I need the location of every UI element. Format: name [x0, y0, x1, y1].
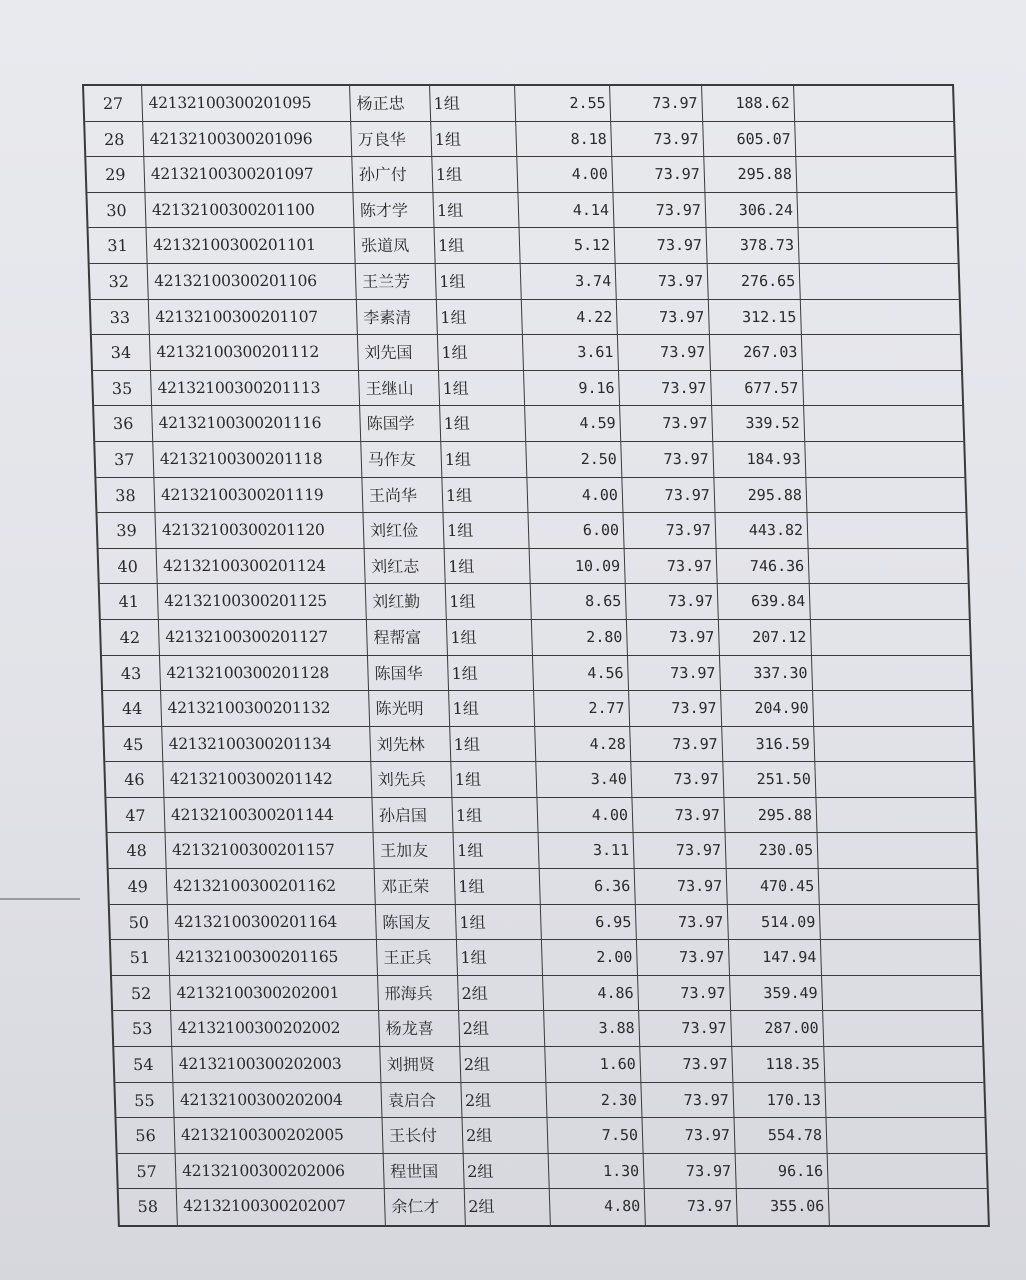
table-row: [101, 620, 970, 656]
group-name: 1组: [456, 905, 542, 940]
amount-value: 443.82: [715, 513, 808, 548]
household-name: 刘红俭: [363, 513, 444, 548]
group-name: 1组: [446, 584, 532, 619]
amount-value: 276.65: [708, 264, 801, 299]
household-id: 42132100300201113: [151, 371, 360, 406]
row-number: 56: [117, 1118, 176, 1153]
household-id: 42132100300201127: [159, 620, 368, 655]
unit-price: 73.97: [617, 300, 710, 335]
row-number: 58: [119, 1189, 178, 1225]
group-name: 1组: [449, 691, 535, 726]
unit-price: 73.97: [626, 584, 719, 619]
group-name: 1组: [430, 86, 516, 121]
group-name: 1组: [432, 157, 518, 192]
remark-cell: [816, 798, 975, 833]
group-name: 1组: [435, 228, 521, 263]
row-number: 29: [86, 157, 145, 192]
table-row: [89, 228, 958, 264]
remark-cell: [796, 157, 955, 192]
amount-value: 295.88: [714, 478, 807, 513]
household-name: 邓正荣: [375, 869, 456, 904]
household-id: 42132100300201125: [158, 584, 367, 619]
area-value: 2.30: [546, 1083, 642, 1118]
area-value: 4.56: [533, 656, 629, 691]
area-value: 4.86: [543, 976, 639, 1011]
unit-price: 73.97: [629, 691, 722, 726]
unit-price: 73.97: [621, 442, 714, 477]
unit-price: 73.97: [638, 976, 731, 1011]
household-name: 张道凤: [355, 228, 436, 263]
remark-cell: [802, 335, 961, 370]
unit-price: 73.97: [611, 122, 704, 157]
row-number: 55: [115, 1083, 174, 1118]
remark-cell: [829, 1189, 988, 1225]
row-number: 30: [87, 193, 146, 228]
area-value: 4.00: [527, 478, 623, 513]
unit-price: 73.97: [644, 1154, 737, 1189]
row-number: 47: [106, 798, 165, 833]
unit-price: 73.97: [636, 905, 729, 940]
group-name: 2组: [459, 1011, 545, 1046]
area-value: 1.60: [545, 1047, 641, 1082]
amount-value: 184.93: [713, 442, 806, 477]
household-id: 42132100300201095: [142, 86, 351, 121]
table-row: [103, 691, 972, 727]
unit-price: 73.97: [613, 193, 706, 228]
household-id: 42132100300201124: [157, 549, 366, 584]
amount-value: 378.73: [707, 228, 800, 263]
remark-cell: [810, 584, 969, 619]
household-id: 42132100300202002: [171, 1011, 380, 1046]
area-value: 4.00: [517, 157, 613, 192]
household-id: 42132100300201101: [147, 228, 356, 263]
area-value: 6.95: [541, 905, 637, 940]
row-number: 43: [102, 656, 161, 691]
amount-value: 639.84: [718, 584, 811, 619]
amount-value: 470.45: [727, 869, 820, 904]
remark-cell: [797, 193, 956, 228]
remark-cell: [815, 762, 974, 797]
amount-value: 287.00: [731, 1011, 824, 1046]
row-number: 49: [109, 869, 168, 904]
table-row: [94, 406, 963, 442]
table-row: [96, 478, 965, 514]
household-id: 42132100300201142: [163, 762, 372, 797]
household-id: 42132100300202006: [176, 1154, 385, 1189]
area-value: 4.22: [522, 300, 618, 335]
table-row: [91, 300, 960, 336]
remark-cell: [824, 1047, 983, 1082]
household-id: 42132100300201096: [143, 122, 352, 157]
amount-value: 295.88: [704, 157, 797, 192]
group-name: 2组: [464, 1154, 550, 1189]
amount-value: 306.24: [705, 193, 798, 228]
row-number: 28: [85, 122, 144, 157]
amount-value: 746.36: [717, 549, 810, 584]
household-name: 杨正忠: [350, 86, 431, 121]
group-name: 1组: [454, 833, 540, 868]
row-number: 35: [93, 371, 152, 406]
table-row: [87, 193, 956, 229]
household-name: 程帮富: [367, 620, 448, 655]
table-row: [90, 264, 959, 300]
amount-value: 170.13: [733, 1083, 826, 1118]
area-value: 3.74: [521, 264, 617, 299]
area-value: 4.28: [535, 727, 631, 762]
table-row: [113, 1011, 982, 1047]
row-number: 48: [108, 833, 167, 868]
unit-price: 73.97: [637, 940, 730, 975]
row-number: 54: [114, 1047, 173, 1082]
remark-cell: [823, 1011, 982, 1046]
table-row: [93, 371, 962, 407]
unit-price: 73.97: [632, 798, 725, 833]
row-number: 36: [94, 406, 153, 441]
group-name: 1组: [433, 193, 519, 228]
amount-value: 355.06: [737, 1189, 830, 1225]
row-number: 51: [111, 940, 170, 975]
household-name: 余仁才: [385, 1189, 466, 1225]
household-name: 王长付: [383, 1118, 464, 1153]
unit-price: 73.97: [628, 656, 721, 691]
household-id: 42132100300201144: [164, 798, 373, 833]
household-id: 42132100300201106: [148, 264, 357, 299]
table-row: [95, 442, 964, 478]
amount-value: 204.90: [721, 691, 814, 726]
table-row: [111, 940, 980, 976]
unit-price: 73.97: [631, 762, 724, 797]
household-id: 42132100300202001: [170, 976, 379, 1011]
household-name: 孙广付: [352, 157, 433, 192]
remark-cell: [813, 691, 972, 726]
amount-value: 295.88: [724, 798, 817, 833]
household-id: 42132100300202007: [177, 1189, 386, 1225]
row-number: 40: [99, 549, 158, 584]
unit-price: 73.97: [622, 478, 715, 513]
group-name: 1组: [436, 264, 522, 299]
area-value: 2.80: [532, 620, 628, 655]
household-id: 42132100300201100: [145, 193, 354, 228]
unit-price: 73.97: [616, 264, 709, 299]
area-value: 1.30: [549, 1154, 645, 1189]
area-value: 10.09: [530, 549, 626, 584]
remark-cell: [818, 833, 977, 868]
area-value: 8.65: [531, 584, 627, 619]
group-name: 1组: [443, 513, 529, 548]
unit-price: 73.97: [634, 833, 727, 868]
unit-price: 73.97: [635, 869, 728, 904]
remark-cell: [820, 905, 979, 940]
household-id: 42132100300201157: [166, 833, 375, 868]
group-name: 1组: [450, 727, 536, 762]
household-name: 陈光明: [369, 691, 450, 726]
table-row: [102, 656, 971, 692]
group-name: 1组: [455, 869, 541, 904]
household-name: 程世国: [384, 1154, 465, 1189]
remark-cell: [827, 1118, 986, 1153]
remark-cell: [812, 656, 971, 691]
table-row: [118, 1154, 987, 1190]
household-name: 刘拥贤: [380, 1047, 461, 1082]
data-table: [82, 84, 990, 1227]
amount-value: 207.12: [719, 620, 812, 655]
table-row: [106, 798, 975, 834]
table-row: [97, 513, 966, 549]
group-name: 1组: [431, 122, 517, 157]
household-name: 马作友: [361, 442, 442, 477]
amount-value: 188.62: [702, 86, 795, 121]
amount-value: 230.05: [726, 833, 819, 868]
remark-cell: [811, 620, 970, 655]
table-row: [110, 905, 979, 941]
household-name: 陈国学: [360, 406, 441, 441]
amount-value: 118.35: [732, 1047, 825, 1082]
household-name: 王继山: [359, 371, 440, 406]
row-number: 34: [92, 335, 151, 370]
household-name: 杨龙喜: [379, 1011, 460, 1046]
amount-value: 677.57: [711, 371, 804, 406]
amount-value: 316.59: [722, 727, 815, 762]
group-name: 1组: [445, 549, 531, 584]
unit-price: 73.97: [645, 1189, 738, 1225]
row-number: 38: [96, 478, 155, 513]
row-number: 41: [100, 584, 159, 619]
unit-price: 73.97: [625, 549, 718, 584]
remark-cell: [828, 1154, 987, 1189]
area-value: 4.14: [518, 193, 614, 228]
household-id: 42132100300201120: [155, 513, 364, 548]
household-id: 42132100300201134: [162, 727, 371, 762]
table-row: [99, 549, 968, 585]
remark-cell: [819, 869, 978, 904]
group-name: 2组: [458, 976, 544, 1011]
group-name: 1组: [457, 940, 543, 975]
row-number: 33: [91, 300, 150, 335]
row-number: 44: [103, 691, 162, 726]
household-name: 李素清: [357, 300, 438, 335]
amount-value: 337.30: [720, 656, 813, 691]
household-id: 42132100300201128: [160, 656, 369, 691]
unit-price: 73.97: [630, 727, 723, 762]
table-row: [85, 122, 954, 158]
remark-cell: [794, 86, 953, 121]
row-number: 45: [104, 727, 163, 762]
household-name: 孙启国: [372, 798, 453, 833]
amount-value: 554.78: [735, 1118, 828, 1153]
table-row: [104, 727, 973, 763]
household-name: 万良华: [351, 122, 432, 157]
amount-value: 147.94: [729, 940, 822, 975]
group-name: 1组: [447, 620, 533, 655]
household-id: 42132100300201107: [149, 300, 358, 335]
area-value: 3.11: [539, 833, 635, 868]
row-number: 31: [89, 228, 148, 263]
remark-cell: [809, 549, 968, 584]
table-row: [117, 1118, 986, 1154]
area-value: 3.61: [523, 335, 619, 370]
household-name: 陈才学: [353, 193, 434, 228]
area-value: 3.40: [536, 762, 632, 797]
unit-price: 73.97: [619, 371, 712, 406]
row-number: 32: [90, 264, 149, 299]
amount-value: 251.50: [723, 762, 816, 797]
household-id: 42132100300202003: [172, 1047, 381, 1082]
area-value: 9.16: [524, 371, 620, 406]
table-row: [114, 1047, 983, 1083]
row-number: 27: [84, 86, 143, 121]
household-id: 42132100300201165: [169, 940, 378, 975]
area-value: 2.77: [534, 691, 630, 726]
group-name: 1组: [452, 798, 538, 833]
household-id: 42132100300201116: [152, 406, 361, 441]
remark-cell: [799, 228, 958, 263]
household-name: 王加友: [374, 833, 455, 868]
group-name: 2组: [460, 1047, 546, 1082]
household-name: 王正兵: [377, 940, 458, 975]
row-number: 39: [97, 513, 156, 548]
amount-value: 605.07: [703, 122, 796, 157]
row-number: 42: [101, 620, 160, 655]
group-name: 2组: [465, 1189, 551, 1225]
area-value: 2.55: [515, 86, 611, 121]
group-name: 1组: [448, 656, 534, 691]
paper-fold-line: [0, 898, 80, 900]
row-number: 37: [95, 442, 154, 477]
remark-cell: [822, 976, 981, 1011]
unit-price: 73.97: [643, 1118, 736, 1153]
group-name: 2组: [461, 1083, 547, 1118]
group-name: 1组: [441, 442, 527, 477]
unit-price: 73.97: [623, 513, 716, 548]
group-name: 1组: [437, 300, 523, 335]
remark-cell: [825, 1083, 984, 1118]
household-name: 刘红勤: [366, 584, 447, 619]
area-value: 7.50: [548, 1118, 644, 1153]
household-name: 王兰芳: [356, 264, 437, 299]
remark-cell: [803, 371, 962, 406]
table-row: [86, 157, 955, 193]
table-row: [115, 1083, 984, 1119]
household-id: 42132100300201112: [150, 335, 359, 370]
household-name: 陈国友: [376, 905, 457, 940]
remark-cell: [795, 122, 954, 157]
remark-cell: [805, 442, 964, 477]
area-value: 4.00: [537, 798, 633, 833]
group-name: 1组: [438, 335, 524, 370]
unit-price: 73.97: [618, 335, 711, 370]
table-row: [100, 584, 969, 620]
amount-value: 514.09: [728, 905, 821, 940]
table-row: [108, 833, 977, 869]
unit-price: 73.97: [641, 1083, 734, 1118]
row-number: 53: [113, 1011, 172, 1046]
amount-value: 267.03: [710, 335, 803, 370]
household-id: 42132100300202005: [175, 1118, 384, 1153]
household-id: 42132100300201119: [154, 478, 363, 513]
area-value: 4.80: [550, 1189, 646, 1225]
group-name: 1组: [439, 371, 525, 406]
unit-price: 73.97: [615, 228, 708, 263]
amount-value: 96.16: [736, 1154, 829, 1189]
remark-cell: [800, 264, 959, 299]
remark-cell: [804, 406, 963, 441]
remark-cell: [801, 300, 960, 335]
unit-price: 73.97: [620, 406, 713, 441]
table-row: [109, 869, 978, 905]
remark-cell: [806, 478, 965, 513]
amount-value: 339.52: [712, 406, 805, 441]
area-value: 2.50: [526, 442, 622, 477]
group-name: 1组: [440, 406, 526, 441]
household-name: 刘红志: [365, 549, 446, 584]
unit-price: 73.97: [612, 157, 705, 192]
household-name: 刘先林: [370, 727, 451, 762]
table-row: [105, 762, 974, 798]
group-name: 2组: [463, 1118, 549, 1153]
group-name: 1组: [442, 478, 528, 513]
area-value: 3.88: [544, 1011, 640, 1046]
area-value: 4.59: [525, 406, 621, 441]
household-name: 刘先国: [358, 335, 439, 370]
area-value: 8.18: [516, 122, 612, 157]
household-name: 王尚华: [362, 478, 443, 513]
unit-price: 73.97: [627, 620, 720, 655]
unit-price: 73.97: [640, 1047, 733, 1082]
household-id: 42132100300201097: [144, 157, 353, 192]
table-row: [92, 335, 961, 371]
household-name: 刘先兵: [371, 762, 452, 797]
unit-price: 73.97: [610, 86, 703, 121]
remark-cell: [807, 513, 966, 548]
household-name: 袁启合: [381, 1083, 462, 1118]
row-number: 52: [112, 976, 171, 1011]
table-row: [112, 976, 981, 1012]
table-row: [84, 86, 953, 122]
row-number: 46: [105, 762, 164, 797]
row-number: 50: [110, 905, 169, 940]
remark-cell: [814, 727, 973, 762]
household-id: 42132100300201164: [168, 905, 377, 940]
household-id: 42132100300202004: [173, 1083, 382, 1118]
household-id: 42132100300201162: [167, 869, 376, 904]
area-value: 5.12: [520, 228, 616, 263]
group-name: 1组: [451, 762, 537, 797]
remark-cell: [821, 940, 980, 975]
row-number: 57: [118, 1154, 177, 1189]
unit-price: 73.97: [639, 1011, 732, 1046]
area-value: 6.00: [528, 513, 624, 548]
area-value: 2.00: [542, 940, 638, 975]
household-name: 陈国华: [368, 656, 449, 691]
amount-value: 312.15: [709, 300, 802, 335]
household-name: 邢海兵: [378, 976, 459, 1011]
area-value: 6.36: [540, 869, 636, 904]
amount-value: 359.49: [730, 976, 823, 1011]
table-row: [119, 1189, 988, 1225]
household-id: 42132100300201118: [153, 442, 362, 477]
household-id: 42132100300201132: [161, 691, 370, 726]
